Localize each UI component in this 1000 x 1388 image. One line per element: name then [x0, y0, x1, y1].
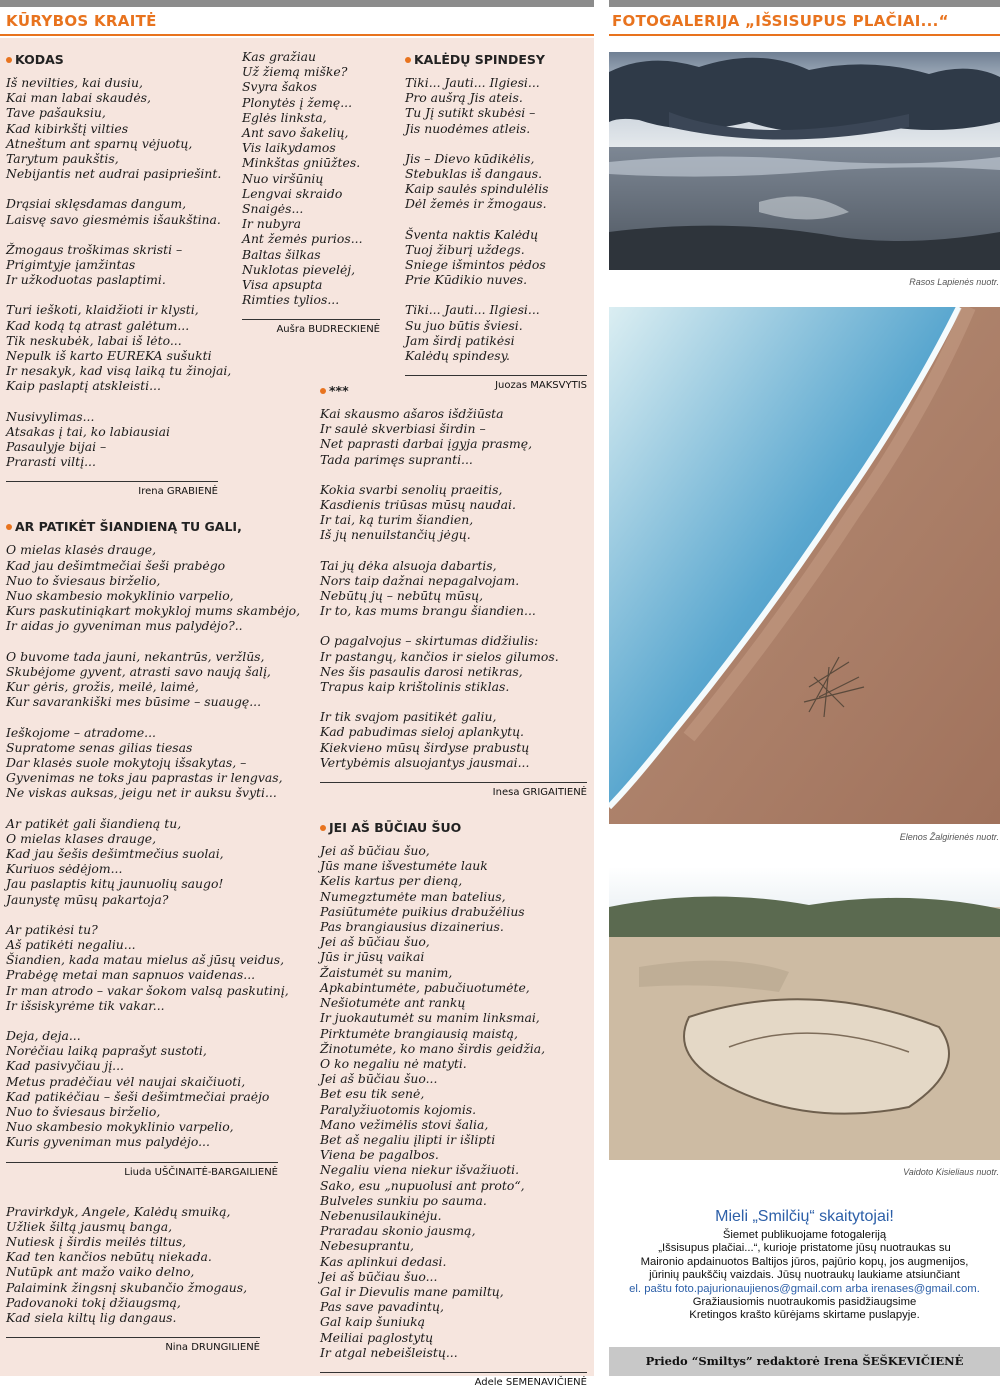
- poem-line: Jis nuodėmes atleis.: [405, 120, 531, 136]
- poem-line: Kaip paslaptį atskleisti...: [6, 378, 161, 394]
- poem-line: Kad jau dešimtmečiai šeši prabėgo: [6, 557, 226, 573]
- poem-line: Nusivylimas...: [6, 408, 95, 424]
- poem-line: Negaliu viena niekur išvažiuoti.: [320, 1162, 520, 1178]
- poem-line: Prie Kūdikio nuves.: [405, 272, 528, 288]
- poem-line: O pagalvojus – skirtumas didžiulis:: [320, 633, 539, 649]
- poem-line: Vertybėmis alsuojantys jausmai...: [320, 754, 530, 770]
- poem-title: KODAS: [6, 52, 278, 67]
- bullet-dot-icon: [6, 57, 12, 63]
- signature-rule: [6, 1337, 260, 1338]
- section-title-fotogalerija: FOTOGALERIJA „IŠSISUPUS PLAČIAI...“: [612, 12, 949, 30]
- stanza: [6, 1028, 278, 1150]
- poem: [320, 820, 587, 1388]
- poem-line: Kur savarankiški mes būsime – suaugę...: [6, 694, 262, 710]
- poem-line: Jaunystę mūsų pakartoja?: [6, 891, 169, 907]
- poem-line: Nuo to šviesaus birželio,: [6, 572, 161, 588]
- poem-line: Kuriuos sėdėjom...: [6, 861, 123, 877]
- poem-line: Prabėgę metai man sapnuos vaidenas...: [6, 967, 256, 983]
- signature-rule: [6, 1162, 278, 1163]
- photo-credit-3: Vaidoto Kisieliaus nuotr.: [903, 1167, 999, 1177]
- poem-line: Tuoj žiburį uždegs.: [405, 241, 525, 257]
- poem-line: Jam širdį patikėsi: [405, 332, 515, 348]
- poem-line: Kad kibirkštį vilties: [6, 120, 129, 136]
- stanza: [6, 302, 278, 393]
- poem-author: Juozas MAKSVYTIS: [495, 380, 587, 392]
- poem-line: Dėl žemės ir žmogaus.: [405, 196, 547, 212]
- poem-line: Ant žemės purios...: [242, 231, 363, 247]
- stanza: [405, 75, 587, 136]
- poem-line: Ieškojome – atradome...: [6, 724, 156, 740]
- poem-line: Ir aidas jo gyveniman mus palydėjo?..: [6, 618, 243, 634]
- poem-line: Numegztumėte man batelius,: [320, 888, 506, 904]
- poem-line: Su juo būtis šviesi.: [405, 317, 523, 333]
- stanza: [6, 196, 278, 226]
- poem-line: Jau paslaptis kitų jaunuolių saugo!: [6, 876, 224, 892]
- poem-line: Šventa naktis Kalėdų: [405, 226, 539, 242]
- poem-line: Bet esu tik senė,: [320, 1086, 425, 1102]
- poem-line: Ir nesakyk, kad visą laiką tu žinojai,: [6, 363, 232, 379]
- notice-line: Maironio apdainuotos Baltijos jūros, pajūrio kopų, jos augmenijos,: [640, 1255, 969, 1268]
- stanza: [320, 558, 587, 619]
- poem-line: Užliek šiltą jausmų banga,: [6, 1218, 173, 1234]
- poem: [405, 52, 587, 391]
- poem-line: Aš patikėti negaliu...: [6, 936, 136, 952]
- poem-body: [6, 542, 301, 1150]
- poem-line: Prarasti viltį...: [6, 454, 96, 470]
- poem-line: Pro aušrą Jis ateis.: [405, 90, 523, 106]
- poem-line: Nuo to šviesaus birželio,: [6, 1103, 161, 1119]
- poem-line: Sniege išmintos pėdos: [405, 257, 546, 273]
- poem-line: Kiekviено mūsų širdyse prabustų: [320, 739, 530, 755]
- poem: [6, 52, 278, 497]
- poem-body: [405, 75, 587, 363]
- poem-line: Pas save pavadintų,: [320, 1299, 444, 1315]
- poem-line: Laisvę savo giesmėmis išaukština.: [6, 211, 221, 227]
- poem-line: O buvome tada jauni, nekantrūs, veržlūs,: [6, 648, 265, 664]
- poem-line: Palaimink žingsnį skubančio žmogaus,: [6, 1279, 248, 1295]
- poem-line: Kaip saulės spindulėlis: [405, 181, 549, 197]
- stanza: [6, 242, 278, 288]
- stanza: [6, 542, 301, 634]
- stanza: [320, 633, 587, 694]
- poem-line: Kad siela kiltų lig dangaus.: [6, 1310, 177, 1325]
- notice-email-line[interactable]: el. paštu foto.pajurionaujienos@gmail.com arba irenases@gmail.com.: [629, 1282, 980, 1295]
- poem-column-3: [405, 52, 587, 391]
- poem-line: Nešiotumėte ant rankų: [320, 995, 466, 1011]
- stanza: [6, 816, 278, 907]
- poem-line: Kad pasivyčiau jį...: [6, 1058, 124, 1074]
- stanza: [320, 406, 587, 467]
- poem-line: Už žiemą miške?: [242, 64, 348, 80]
- photo-beach-ice: [609, 867, 1000, 1160]
- photo-sea-clouds: [609, 52, 1000, 270]
- poem-line: Kasdienis triūsas mūsų naudai.: [320, 497, 516, 513]
- stanza: [6, 409, 278, 470]
- poem-line: Lengvai skraido: [242, 185, 343, 201]
- signature-rule: [242, 319, 380, 320]
- stanza: [6, 75, 278, 181]
- poem-line: Pasiūtumėte puikius drabužėlius: [320, 903, 525, 919]
- poem-line: Pas brangiausius dizainerius.: [320, 919, 504, 935]
- poem-line: Jei aš būčiau šuo...: [320, 1071, 438, 1087]
- poem-column-lower-right: [320, 383, 587, 1388]
- notice-closing-line: Kretingos krašto kūrėjams skirtame puslapyje.: [689, 1309, 920, 1322]
- poem-line: Nors taip dažnai nepagalvojam.: [320, 572, 520, 588]
- poem-author: Aušra BUDRECKIENĖ: [276, 324, 380, 336]
- signature-rule: [320, 782, 587, 783]
- poem-line: Ir išsiskyrėme tik vakar...: [6, 997, 165, 1013]
- poem-line: Nuklotas pievelėj,: [242, 261, 356, 277]
- poem-line: Ar patikėsi tu?: [6, 921, 98, 937]
- poem-line: Pasaulyje bijai –: [6, 439, 107, 455]
- poem-line: Kai man labai skaudės,: [6, 90, 151, 106]
- poem-line: Gal kaip šuniuką: [320, 1314, 426, 1330]
- poem-line: Kurs paskutiniąkart mokykloj mums skambėjo,: [6, 603, 301, 619]
- poem-line: Nutiesk į širdis meilės tiltus,: [6, 1233, 187, 1249]
- poem-line: Vis laikydamos: [242, 140, 336, 156]
- poem-line: Deja, deja...: [6, 1027, 81, 1043]
- poem-line: Nuo viršūnių: [242, 170, 324, 186]
- top-bar-right: [609, 0, 1000, 7]
- poem-line: Iš jų nenuilstančių jėgų.: [320, 527, 471, 543]
- poem-line: Eglės linksta,: [242, 109, 327, 125]
- poem-line: Tai jų dėka alsuoja dabartis,: [320, 557, 497, 573]
- poem-line: Skubėjome gyvent, atrasti savo naują šalį,: [6, 663, 271, 679]
- poem-line: Nutūpk ant mažo vaiko delno,: [6, 1264, 195, 1280]
- poem-line: Ant savo šakelių,: [242, 125, 349, 141]
- poem-line: Stebuklas iš dangaus.: [405, 166, 543, 182]
- poem-line: Tada parimęs supranti...: [320, 451, 473, 467]
- poem-line: Kai skausmo ašaros išdžiūsta: [320, 406, 504, 421]
- poem-line: Nebenusilaukinėju.: [320, 1207, 442, 1223]
- editor-credit-bar: Priedo “Smiltys” redaktorė Irena ŠEŠKEVIČIENĖ: [609, 1347, 1000, 1376]
- stanza: [242, 49, 380, 307]
- poem-title: KALĖDŲ SPINDESY: [405, 52, 587, 67]
- poem-line: Jei aš būčiau šuo,: [320, 934, 430, 950]
- section-rule-left: [0, 34, 594, 36]
- notice-line: „Išsisupus plačiai...“, kurioje pristatome jūsų nuotraukas su: [658, 1242, 951, 1255]
- poem: [6, 1204, 278, 1354]
- poem-line: Prigimtyje įamžintas: [6, 257, 136, 273]
- poem-title: AR PATIKĖT ŠIANDIENĄ TU GALI,: [6, 519, 278, 534]
- poem-line: Kad pabudimas sieloj aplankytų.: [320, 724, 524, 740]
- poem-line: Kad ten kančios nebūtų niekada.: [6, 1249, 212, 1265]
- poem-line: Supratome senas gilias tiesas: [6, 739, 193, 755]
- poem-body: [6, 1204, 278, 1326]
- poem-line: Kad patikėčiau – šeši dešimtmečiai praėjo: [6, 1088, 270, 1104]
- poem-line: Metus pradėčiau vėl naujai skaičiuoti,: [6, 1073, 246, 1089]
- stanza: [405, 151, 587, 212]
- poem-line: Ir tai, ką turim šiandien,: [320, 512, 474, 528]
- poem-line: Kad kodą tą atrast galėtum...: [6, 317, 190, 333]
- poem-line: Ne viskas auksas, jeigu net ir auksu švyti...: [6, 785, 277, 801]
- poem-line: Tu Jį sutikt skubėsi –: [405, 105, 536, 121]
- signature-rule: [405, 375, 587, 376]
- poem-line: Svyra šakos: [242, 79, 317, 95]
- poem-line: Ir man atrodo – vakar šokom valsą paskutinį,: [6, 982, 289, 998]
- poem-line: Ir juokautumėt su manim linksmai,: [320, 1010, 540, 1026]
- stanza: [405, 302, 587, 363]
- poem-line: Ir tik svajom pasitikėt galiu,: [320, 709, 497, 725]
- poem-author: Liuda UŠČINAITĖ-BARGAILIENĖ: [124, 1166, 278, 1178]
- poem-line: Kuris gyveniman mus palydėjo...: [6, 1134, 210, 1150]
- poem-line: Ar patikėt gali šiandieną tu,: [6, 815, 182, 831]
- section-title-kurybos-kraite: KŪRYBOS KRAITĖ: [6, 12, 157, 30]
- poem-line: Kur gėris, grožis, meilė, laimė,: [6, 679, 199, 695]
- poem-line: Padovanoki tokį džiaugsmą,: [6, 1294, 181, 1310]
- poem-title: ***: [320, 383, 587, 398]
- poem-line: Trapus kaip krištolinis stiklas.: [320, 679, 510, 695]
- poem-line: Kokia svarbi senolių praeitis,: [320, 481, 503, 497]
- stanza: [320, 482, 587, 543]
- signature-rule: [320, 1372, 587, 1373]
- poem-line: Tik neskubėk, labai iš lėto...: [6, 332, 182, 348]
- stanza: [320, 709, 587, 770]
- poem-line: Ir atgal nebeišleistų...: [320, 1344, 458, 1360]
- reader-notice: [609, 1208, 1000, 1323]
- poem-line: Žmogaus troškimas skristi –: [6, 241, 183, 257]
- poem-line: Žinotumėte, ko mano širdis geidžia,: [320, 1040, 546, 1056]
- poem-author: Adele SEMENAVIČIENĖ: [474, 1376, 587, 1388]
- bullet-dot-icon: [320, 825, 326, 831]
- poem: [6, 519, 301, 1178]
- poem-line: Nebesuprantu,: [320, 1238, 414, 1254]
- notice-title: Mieli „Smilčių“ skaitytojai!: [715, 1208, 894, 1225]
- poem-line: Ir pastangų, kančios ir sielos gilumos.: [320, 648, 559, 664]
- poem-line: Apkabintumėte, pabučiuotumėte,: [320, 979, 530, 995]
- poem-line: Baltas šilkas: [242, 246, 321, 262]
- signature-rule: [6, 481, 218, 482]
- poem-line: Gal ir Dievulis mane pamiltų,: [320, 1283, 504, 1299]
- stanza: [405, 227, 587, 288]
- poem-line: Viena be pagalbos.: [320, 1147, 439, 1163]
- poem-body: [320, 843, 587, 1360]
- poem: [242, 49, 380, 335]
- poem-line: Pirktumėte brangiausią maistą,: [320, 1025, 518, 1041]
- poem-line: Nepulk iš karto EUREKA sušukti: [6, 348, 212, 364]
- poem-body: [320, 406, 587, 770]
- bullet-dot-icon: [320, 388, 326, 394]
- poem-line: Nebijantis net audrai pasipriešint.: [6, 166, 222, 182]
- top-bar-left: [0, 0, 594, 7]
- poem-line: O mielas klasės drauge,: [6, 542, 157, 558]
- poem-line: Kad jau šešis dešimtmečius suolai,: [6, 845, 224, 861]
- stanza: [6, 724, 283, 801]
- poem-line: Nuo skambesio mokyklinio varpelio,: [6, 588, 234, 604]
- section-rule-right: [609, 34, 1000, 36]
- poem-line: Tave pašauksiu,: [6, 105, 106, 121]
- poem-line: Tiki... Jauti... Ilgiesi...: [405, 302, 540, 318]
- poem-author: Nina DRUNGILIENĖ: [165, 1342, 260, 1354]
- poem-line: Bet aš negaliu įlipti ir išlipti: [320, 1131, 496, 1147]
- poem-line: Net paprasti darbai įgyja prasmę,: [320, 436, 533, 452]
- poem-line: Rimties tylios...: [242, 292, 340, 308]
- poem-line: Praradau skonio jausmą,: [320, 1223, 476, 1239]
- poem-line: Jei aš būčiau šuo...: [320, 1268, 438, 1284]
- poem-body: [6, 75, 278, 469]
- poem-line: Atsakas į tai, ko labiausiai: [6, 423, 170, 439]
- notice-closing-line: Gražiausiomis nuotraukomis pasidžiaugsime: [692, 1296, 917, 1309]
- bullet-dot-icon: [405, 57, 411, 63]
- poem-body: [242, 49, 380, 307]
- notice-line: jūrinių paukščių vaizdais. Jūsų nuotraukų laukiame atsiunčiant: [649, 1269, 960, 1282]
- poem-line: Žaistumėt su manim,: [320, 964, 453, 980]
- poem-line: Nuo skambesio mokyklinio varpelio,: [6, 1119, 234, 1135]
- poem-line: Atneštum ant sparnų vėjuotų,: [6, 135, 193, 151]
- poem-column-2: [242, 49, 380, 335]
- poem-line: Turi ieškoti, klaidžioti ir klysti,: [6, 302, 199, 318]
- poem-line: Plonytės į žemę...: [242, 94, 353, 110]
- poem-line: Mano vežimėlis stovi šalia,: [320, 1116, 489, 1132]
- poem-line: Meiliai paglostytų: [320, 1329, 434, 1345]
- poem-line: Šiandien, kada matau mielus aš jūsų veidus,: [6, 952, 285, 968]
- poem-line: Kalėdų spindesy.: [405, 348, 510, 364]
- poem-author: Inesa GRIGAITIENĖ: [492, 787, 587, 799]
- poem-line: Nebūtų jų – nebūtų mūsų,: [320, 588, 484, 604]
- photo-credit-1: Rasos Lapienės nuotr.: [909, 277, 999, 287]
- poem-line: O mielas klases drauge,: [6, 830, 157, 846]
- poem-line: Ir to, kas mums brangu šiandien...: [320, 603, 536, 619]
- poem-line: Jūs mane išvestumėte lauk: [320, 858, 488, 874]
- photo-beach-shore: [609, 307, 1000, 824]
- poem-author: Irena GRABIENĖ: [138, 486, 218, 498]
- poem-line: Jis – Dievo kūdikėlis,: [405, 150, 535, 166]
- poem-line: Pravirkdyk, Angele, Kalėdų smuiką,: [6, 1203, 231, 1219]
- poem-line: Jūs ir jūsų vaikai: [320, 949, 425, 965]
- poem-line: Bulveles sunkiu po sauma.: [320, 1192, 487, 1208]
- poem-line: Kelis kartus per dieną,: [320, 873, 463, 889]
- poem-line: Minkštas gniūžtes.: [242, 155, 361, 171]
- notice-line: Šiemet publikuojame fotogaleriją: [722, 1229, 887, 1241]
- photo-credit-2: Elenos Žalgirienės nuotr.: [899, 832, 999, 842]
- poem-line: Iš nevilties, kai dusiu,: [6, 75, 143, 90]
- poem: [320, 383, 587, 798]
- poem-line: Snaigės...: [242, 201, 304, 217]
- poem-line: Paralyžiuotomis kojomis.: [320, 1101, 477, 1117]
- poem-line: Tarytum paukštis,: [6, 151, 119, 167]
- poem-line: Kas aplinkui dedasi.: [320, 1253, 447, 1269]
- stanza: [320, 843, 587, 1360]
- poem-line: Tiki... Jauti... Ilgiesi...: [405, 75, 540, 90]
- poem-title: JEI AŠ BŪČIAU ŠUO: [320, 820, 587, 835]
- poem-line: Jei aš būčiau šuo,: [320, 843, 430, 859]
- stanza: [6, 921, 289, 1013]
- bullet-dot-icon: [6, 524, 12, 530]
- poem-line: Drąsiai sklęsdamas dangum,: [6, 196, 187, 212]
- poem-line: Norėčiau laiką paprašyt sustoti,: [6, 1043, 207, 1059]
- poem-line: Ir saulė skverbiasi širdin –: [320, 421, 486, 437]
- stanza: [6, 1204, 278, 1326]
- poem-line: Gyvenimas ne toks jau paprastas ir lengvas,: [6, 770, 283, 786]
- poem-line: Sako, esu „nupuolusi ant proto“,: [320, 1177, 525, 1193]
- poem-line: Ir užkoduotas paslaptimi.: [6, 272, 166, 288]
- poem-line: Nes šis pasaulis darosi netikras,: [320, 663, 523, 679]
- poem-line: Visa apsupta: [242, 277, 323, 293]
- stanza: [6, 649, 278, 710]
- poem-line: Kas gražiau: [242, 49, 317, 64]
- poem-line: Ir nubyra: [242, 216, 301, 232]
- poem-line: Dar klasės suole mokytojų išsakytas, –: [6, 754, 247, 770]
- poem-line: O ko negaliu nė matyti.: [320, 1055, 467, 1071]
